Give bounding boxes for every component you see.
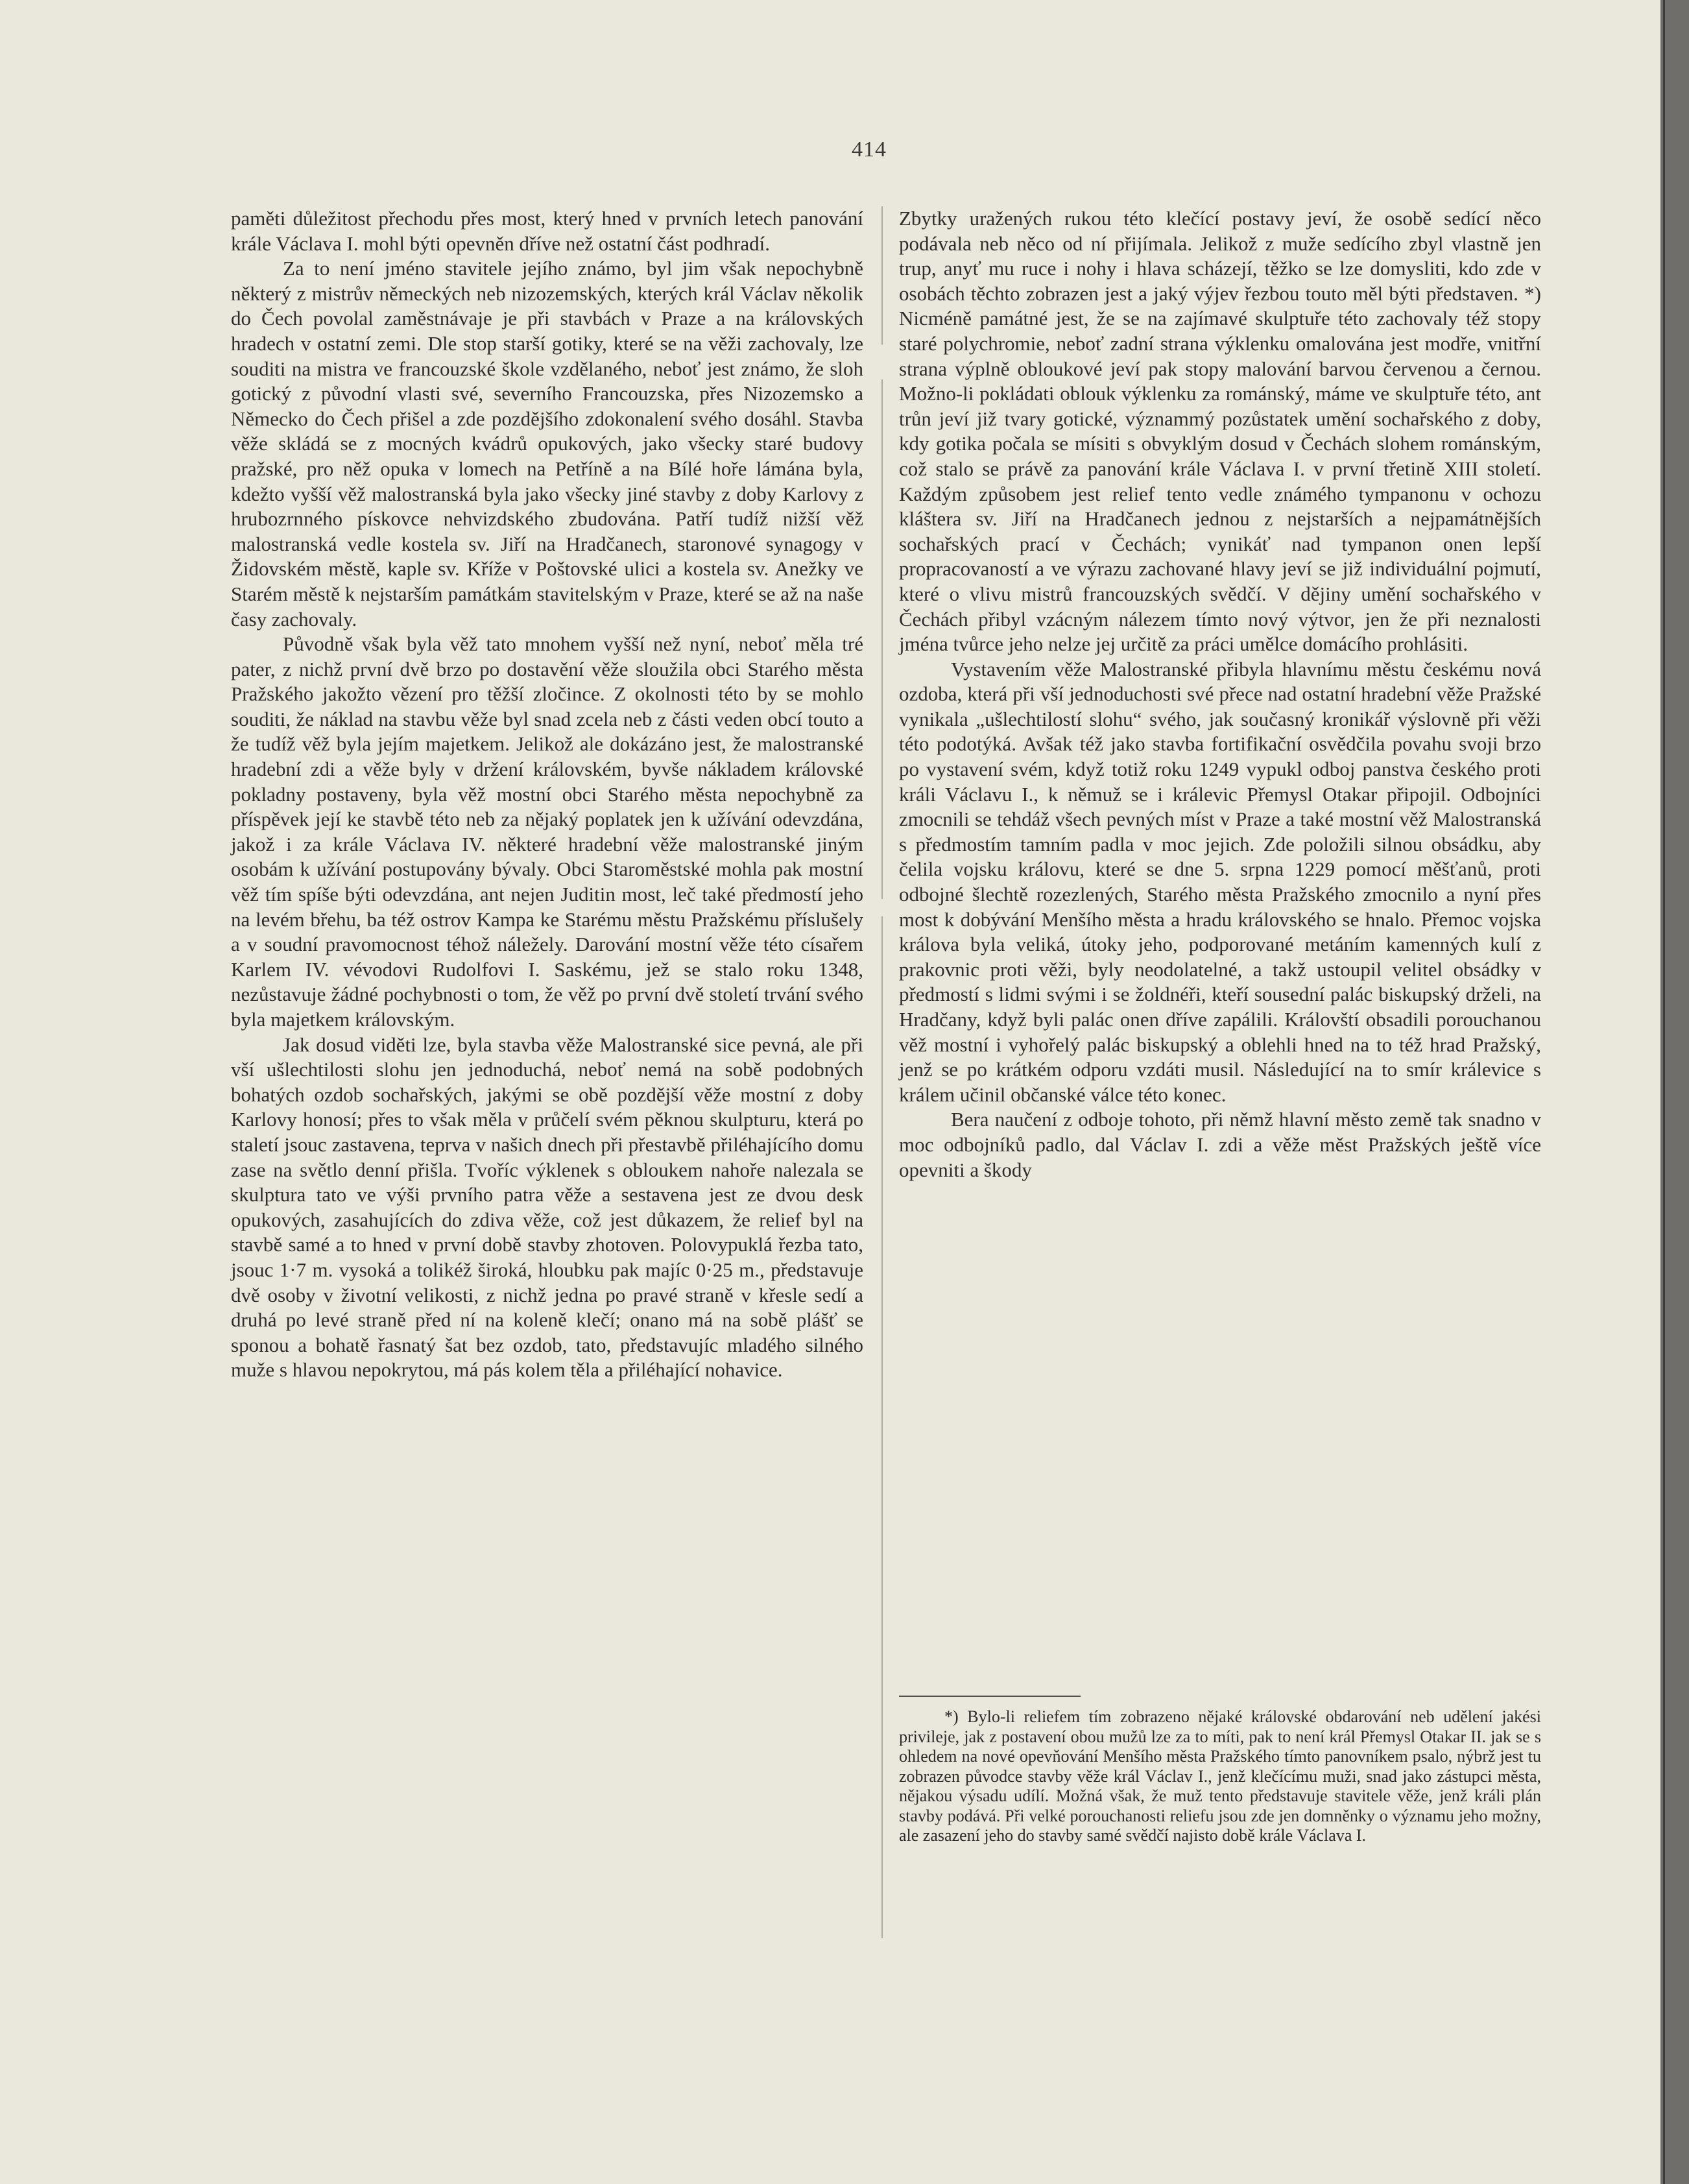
paragraph: paměti důležitost přechodu přes most, který hned v prvních letech panování krále Václava I. mohl býti opevněn dříve než ostatní část podhradí.	[231, 207, 863, 255]
footnote-text: *) Bylo-li reliefem tím zobrazeno nějaké královské obdarování neb udělení jakési privileje, jak z postavení obou mužů lze za to míti, pak to není král Přemysl Otakar II. jak se s ohledem na nové opevňování Menšího města Pražského tímto panovníkem psalo, nýbrž jest tu zobrazen původce stavby věže král Václav I., jenž klečícímu muži, snad jako zástupci města, nějakou výsadu udílí. Možná však, že muž tento představuje stavitele věže, jenž králi plán stavby podává. Při velké porouchanosti reliefu jsou zde jen domněnky o významu jeho možny, ale zasazení jeho do stavby samé svědčí najisto době krále Václava I.	[899, 1707, 1541, 1845]
right-text-column	[899, 206, 1541, 1182]
paragraph: Zbytky uražených rukou této klečící postavy jeví, že osobě sedící něco podávala neb něco od ní přijímala. Jelikož z muže sedícího zbyl vlastně jen trup, anyť mu ruce i nohy i hlava scházejí, těžko se lze domysliti, kdo zde v osobách těchto zobrazen jest a jaký výjev řezbou touto měl býti představen. *) Nicméně památné jest, že se na zajímavé skulptuře této zachovaly též stopy staré polychromie, neboť zadní strana výklenku omalována jest modře, vnitřní strana výplně obloukové jeví pak stopy malování barvou červenou a černou. Možno-li pokládati oblouk výklenku za románský, máme ve skulptuře této, ant trůn jeví již tvary gotické, význammý pozůstatek umění sochařského z doby, kdy gotika počala se mísiti s obvyklým dosud v Čechách slohem románským, což stalo se právě za panování krále Václava I. v první třetině XIII století. Každým způsobem jest relief tento vedle známého tympanonu v ochozu kláštera sv. Jiří na Hradčanech jednou z nejstarších a nejpamátnějších sochařských prací v Čechách; vynikáť nad tympanon onen lepší propracovaností a ve výrazu zachované hlavy jeví se již individuální pojmutí, které o vlivu mistrů francouzských svědčí. V dějiny umění sochařského v Čechách přibyl vzácným nálezem tímto nový výtvor, jen že při neznalosti jména tvůrce jeho nelze jej určitě za práci umělce domácího prohlásiti.	[899, 207, 1541, 656]
footnote-separator	[899, 1696, 1081, 1697]
paragraph: Původně však byla věž tato mnohem vyšší než nyní, neboť měla tré pater, z nichž první dvě brzo po dostavění věže sloužila obci Starého města Pražského jakožto vězení pro těžší zločince. Z okolnosti této by se mohlo souditi, že náklad na stavbu věže byl snad zcela neb z části veden obcí touto a že tudíž věž byla jejím majetkem. Jelikož ale dokázáno jest, že malostranské hradební zdi a věže byly v držení královském, byvše nákladem královské pokladny postaveny, byla věž mostní obci Starého města nepochybně za příspěvek její ke stavbě této neb za nějaký poplatek jen k užívání odevzdána, jakož i za krále Václava IV. některé hradební věže malostranské jiným osobám k užívání postupovány bývaly. Obci Staroměstské mohla pak mostní věž tím spíše býti odevzdána, ant nejen Juditin most, leč také předmostí jeho na levém břehu, ba též ostrov Kampa ke Starému městu Pražskému příslušely a v soudní pravomocnost téhož náležely. Darování mostní věže této císařem Karlem IV. vévodovi Rudolfovi I. Saskému, jež se stalo roku 1348, nezůstavuje žádné pochybnosti o tom, že věž po první dvě století trvání svého byla majetkem královským.	[231, 632, 863, 1031]
paragraph: Jak dosud viděti lze, byla stavba věže Malostranské sice pevná, ale při vší ušlechtilosti slohu jen jednoduchá, neboť nemá na sobě podobných bohatých ozdob sochařských, jakými se obě pozdější věže mostní z doby Karlovy honosí; přes to však měla v průčelí svém pěknou skulpturu, která po staletí jsouc zastavena, teprva v našich dnech při přestavbě přiléhajícího domu zase na světlo denní přišla. Tvoříc výklenek s obloukem nahoře nalezala se skulptura tato ve výši prvního patra věže a sestavena jest ze dvou desk opukových, zasahujících do zdiva věže, což jest důkazem, že relief byl na stavbě samé a to hned v první době stavby zhotoven. Polovypuklá řezba tato, jsouc 1·7 m. vysoká a tolikéž široká, hloubku pak majíc 0·25 m., představuje dvě osoby v životní velikosti, z nichž jedna po pravé straně v křesle sedí a druhá po levé straně před ní na koleně klečí; onano má na sobě plášť se sponou a bohatě řasnatý šat bez ozdob, tato, představujíc mladého silného muže s hlavou nepokrytou, má pás kolem těla a přiléhající nohavice.	[231, 1033, 863, 1382]
footnote	[899, 1707, 1541, 1846]
paragraph: Vystavením věže Malostranské přibyla hlavnímu městu českému nová ozdoba, která při vší jednoduchosti své přece nad ostatní hradební věže Pražské vynikala „ušlechtilostí slohu“ svého, jak současný kronikář výslovně při věži této podotýká. Avšak též jako stavba fortifikační osvědčila povahu svoji brzo po vystavení svém, když totiž roku 1249 vypukl odboj panstva českého proti králi Václavu I., k němuž se i králevic Přemysl Otakar připojil. Odbojníci zmocnili se tehdáž všech pevných míst v Praze a také mostní věž Malostranská s předmostím tamním padla v moc jejich. Zde položili silnou obsádku, aby čelila vojsku královu, které se dne 5. srpna 1229 pomocí měšťanů, proti odbojné šlechtě rozezlených, Starého města Pražského zmocnilo a nyní přes most k dobývání Menšího města a hradu královského se hnalo. Přemoc vojska králova byla veliká, útoky jeho, podporované metáním kamenných kulí z prakovnic proti věži, byly neodolatelné, a takž ustoupil velitel obsádky v předmostí s lidmi svými i se žoldnéři, kteří sousední palác biskupský drželi, na Hradčany, když byli palác onen dříve zapálili. Královští obsadili porouchanou věž mostní i vyhořelý palác biskupský a oblehli hned na to též hrad Pražský, jenž se po krátkém odporu vzdáti musil. Následující na to smír králevice s králem učinil občanské válce této konec.	[899, 657, 1541, 1106]
paragraph: Za to není jméno stavitele jejího známo, byl jim však nepochybně některý z mistrův německých neb nizozemských, kterých král Václav několik do Čech povolal zaměstnávaje je při stavbách v Praze a na královských hradech v ostatní zemi. Dle stop starší gotiky, které se na věži zachovaly, lze souditi na mistra ve francouzské škole vzdělaného, neboť jest známo, že sloh gotický z původní vlasti své, severního Francouzska, přes Nizozemsko a Německo do Čech přišel a zde pozdějšího zdokonalení svého dosáhl. Stavba věže skládá se z mocných kvádrů opukových, jako všecky staré budovy pražské, pro něž opuka v lomech na Petříně a na Bílé hoře lámána byla, kdežto vyšší věž malostranská byla jako všecky jiné stavby z doby Karlovy z hrubozrnného pískovce nehvizdského zbudována. Patří tudíž nižší věž malostranská vedle kostela sv. Jiří na Hradčanech, staronové synagogy v Židovském městě, kaple sv. Kříže v Poštovské ulici a kostela sv. Anežky ve Starém městě k nejstarším památkám stavitelským v Praze, které se až na naše časy zachovaly.	[231, 257, 863, 630]
page-number: 414	[852, 138, 887, 162]
column-divider	[881, 206, 883, 1938]
left-text-column	[231, 206, 863, 1383]
book-spine-edge	[1660, 0, 1689, 2184]
paragraph: Bera naučení z odboje tohoto, při němž hlavní město země tak snadno v moc odbojníků padlo, dal Václav I. zdi a věže měst Pražských ještě více opevniti a škody	[899, 1108, 1541, 1181]
